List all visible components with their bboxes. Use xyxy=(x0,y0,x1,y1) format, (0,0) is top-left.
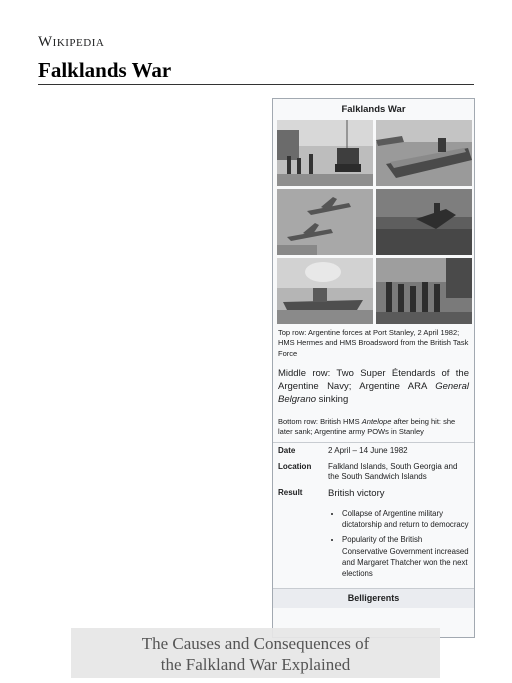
location-value[interactable]: Falkland Islands, South Georgia and the South Sandwich Islands xyxy=(328,461,458,482)
date-value: 2 April – 14 June 1982 xyxy=(328,446,408,456)
infobox-title: Falklands War xyxy=(341,104,406,115)
caption-middle-row: Middle row: Two Super Étendards of the Argentine Navy; Argentine ARA General Belgrano sinking xyxy=(278,367,469,406)
photo-port-stanley[interactable] xyxy=(277,120,373,186)
infobox xyxy=(272,98,475,638)
outcome-item: • Popularity of the British Conservative Government increased and Margaret Thatcher won the next elections xyxy=(342,534,469,579)
location-label: Location xyxy=(278,461,312,471)
caption-top-row: Top row: Argentine forces at Port Stanley, 2 April 1982; HMS Hermes and HMS Broadsword from the British Task Force xyxy=(278,328,469,358)
outcome-item: • Collapse of Argentine military dictatorship and return to democracy xyxy=(342,508,469,531)
wikipedia-logo[interactable]: Wikipedia xyxy=(38,34,105,50)
banner-line-2: the Falkland War Explained xyxy=(160,655,351,674)
banner-line-1: The Causes and Consequences of xyxy=(141,634,370,653)
outcomes-list xyxy=(342,508,469,580)
photo-montage xyxy=(273,120,474,324)
page-title: Falklands War xyxy=(38,58,172,82)
location-row xyxy=(273,459,474,485)
photo-super-etendards[interactable] xyxy=(277,189,373,255)
photo-hms-hermes[interactable] xyxy=(376,120,472,186)
date-row xyxy=(273,443,474,458)
belligerents-header: Belligerents xyxy=(273,588,474,609)
date-label: Date xyxy=(278,446,296,456)
photo-general-belgrano[interactable] xyxy=(376,189,472,255)
antelope-link[interactable]: Antelope xyxy=(361,416,392,426)
photo-argentine-pows[interactable] xyxy=(376,258,472,324)
result-row xyxy=(273,485,474,586)
title-divider xyxy=(38,84,474,85)
caption-bottom-row: Bottom row: British HMS Antelope after being hit: she later sank; Argentine army POWs in Stanley xyxy=(278,416,456,437)
result-label: Result xyxy=(278,487,303,497)
article-banner xyxy=(71,628,440,678)
result-summary: British victory xyxy=(328,487,385,499)
photo-hms-antelope[interactable] xyxy=(277,258,373,324)
result-value xyxy=(328,488,469,584)
